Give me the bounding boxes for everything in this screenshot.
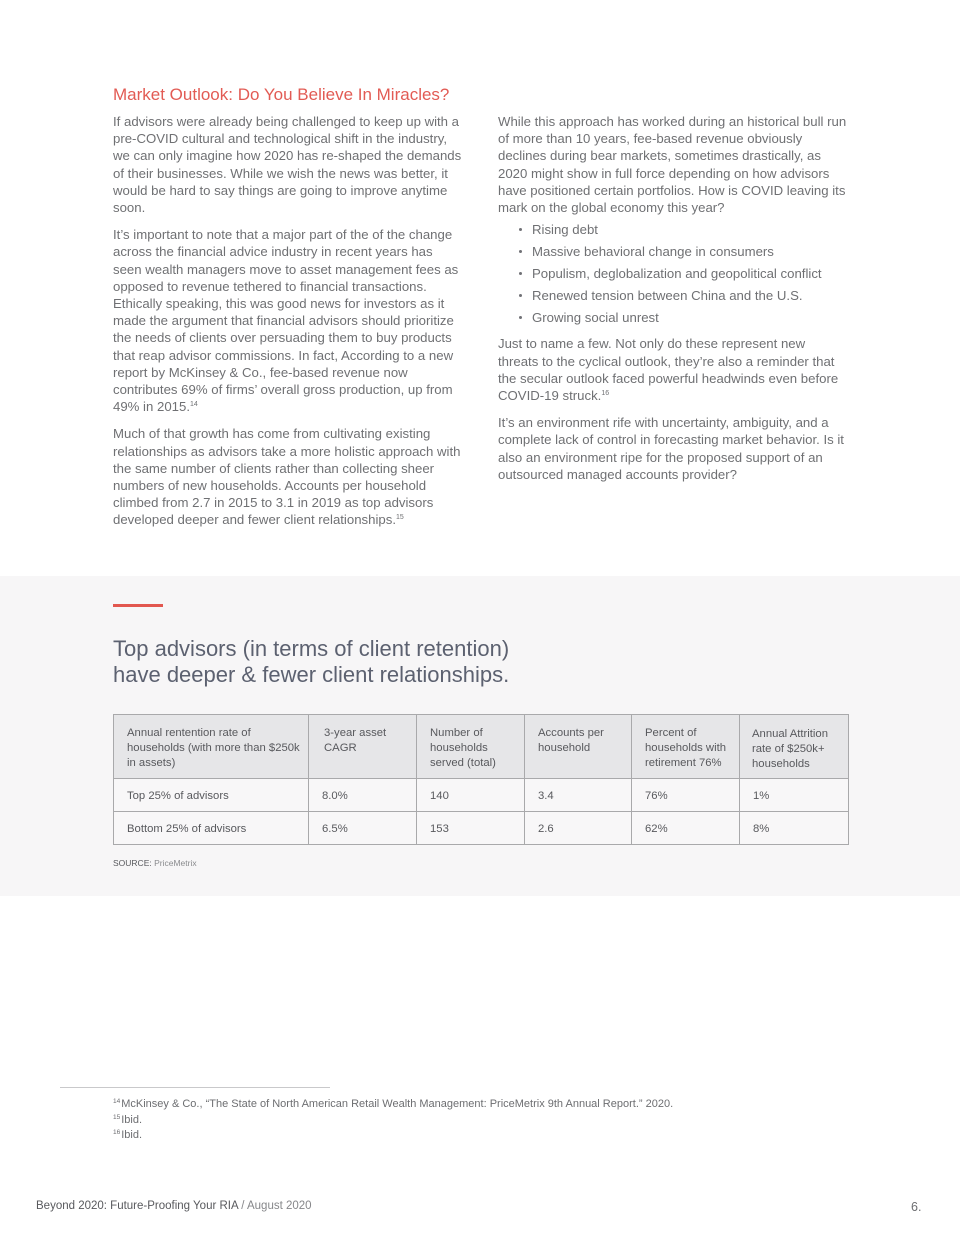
header-retention-rate: Annual rentention rate of households (with more than $250k in assets) xyxy=(114,715,309,779)
page-number: 6. xyxy=(911,1200,922,1214)
footnote-divider xyxy=(60,1087,330,1088)
header-accounts-per-household: Accounts per household xyxy=(525,715,632,779)
footnote-14: $^{14}$McKinsey & Co., “The State of North American Retail Wealth Management: PriceMetrix 9th Annual Report.” 2020. xyxy=(113,1098,674,1110)
paragraph-intro: If advisors were already being challenged to keep up with a pre-COVID cultural and technological shift in the industry, we can only imagine how 2020 has re-shaped the demands of their businesses. While we wish the news was better, it would be hard to say things are going to improve anytime soon. xyxy=(113,114,462,216)
paragraph-threats: Just to name a few. Not only do these represent new threats to the cyclical outlook, they’re also a reminder that the secular outlook faced powerful headwinds even before COVID-19 struck.$^{16}$ xyxy=(498,336,839,404)
cell-percent-retirement: 76% xyxy=(632,779,740,812)
bullet-icon xyxy=(519,250,522,253)
cell-asset-cagr: 8.0% xyxy=(309,779,417,812)
footnotes xyxy=(113,1097,673,1144)
header-asset-cagr: 3-year asset CAGR xyxy=(309,715,417,779)
paragraph-bull-run: While this approach has worked during an historical bull run of more than 10 years, fee-based revenue obviously declines during bear markets, sometimes drastically, as 2020 might show in full force depending on how advisors have positioned certain portfolios. How is COVID leaving its mark on the global economy this year? xyxy=(498,114,847,216)
document-title: Beyond 2020: Future-Proofing Your RIA xyxy=(36,1200,239,1212)
advisor-comparison-table xyxy=(113,714,849,845)
paragraph-growth: Much of that growth has come from cultivating existing relationships as advisors take a more holistic approach with the same number of clients rather than collecting sheer numbers of new households. Accounts per household climbed from 2.7 in 2015 to 3.1 in 2019 as top advisors developed deeper and fewer client relationships.$^{15}$ xyxy=(113,426,461,528)
footnote-16: $^{16}$Ibid. xyxy=(113,1129,143,1142)
list-item: Renewed tension between China and the U.S. xyxy=(519,287,848,304)
footnote-ref-14[interactable]: 14 xyxy=(190,401,198,409)
footnote-15: $^{15}$Ibid. xyxy=(113,1113,143,1126)
page-footer-title: Beyond 2020: Future-Proofing Your RIA / August 2020 xyxy=(36,1200,312,1212)
callout-title: Top advisors (in terms of client retention) have deeper & fewer client relationships. xyxy=(113,636,510,687)
right-column xyxy=(498,113,848,493)
bullet-icon xyxy=(519,316,522,319)
list-item: Rising debt xyxy=(519,221,848,238)
header-attrition-rate: Annual Attrition rate of $250k+ households xyxy=(740,715,849,779)
paragraph-environment: It’s an environment rife with uncertainty, ambiguity, and a complete lack of control in forecasting market behavior. Is it also an environment ripe for the proposed support of an outsourced managed accounts provider? xyxy=(498,415,844,482)
cell-group: Top 25% of advisors xyxy=(114,779,309,812)
bullet-icon xyxy=(519,272,522,275)
table-row xyxy=(114,812,849,845)
source-value: PriceMetrix xyxy=(154,858,197,868)
table-header-row xyxy=(114,715,849,779)
cell-asset-cagr: 6.5% xyxy=(309,812,417,845)
header-percent-retirement: Percent of households with retirement 76% xyxy=(632,715,740,779)
cell-attrition-rate: 8% xyxy=(740,812,849,845)
cell-households-served: 140 xyxy=(417,779,525,812)
document-date: August 2020 xyxy=(246,1200,312,1212)
footnote-ref-15[interactable]: 15 xyxy=(395,514,404,522)
list-item: Growing social unrest xyxy=(519,309,848,326)
cell-accounts-per-household: 3.4 xyxy=(525,779,632,812)
source-note xyxy=(113,858,197,868)
header-households-served: Number of households served (total) xyxy=(417,715,525,779)
cell-group: Bottom 25% of advisors xyxy=(114,812,309,845)
cell-attrition-rate: 1% xyxy=(740,779,849,812)
cell-percent-retirement: 62% xyxy=(632,812,740,845)
covid-impact-list xyxy=(498,221,848,326)
paragraph-fee-shift: It’s important to note that a major part of the of the change across the financial advice industry in recent years has seen wealth managers move to asset management fees as opposed to revenue tethered to financial transactions. Ethically speaking, this was good news for investors as it made the argument that financial advisors should prioritize the needs of clients over persuading them to buy products that reap advisor commissions. In fact, According to a new report by McKinsey & Co., fee-based revenue now contributes 69% of firms’ overall gross production, up from 49% in 2015.14 xyxy=(113,227,459,415)
section-heading: Market Outlook: Do You Believe In Miracles? xyxy=(113,85,450,104)
cell-accounts-per-household: 2.6 xyxy=(525,812,632,845)
list-item: Populism, deglobalization and geopolitical conflict xyxy=(519,265,848,282)
footnote-ref-16[interactable]: 16 xyxy=(601,390,610,398)
table-row xyxy=(114,779,849,812)
bullet-icon xyxy=(519,294,522,297)
cell-households-served: 153 xyxy=(417,812,525,845)
left-column xyxy=(113,84,463,539)
accent-bar xyxy=(113,604,163,607)
list-item: Massive behavioral change in consumers xyxy=(519,243,848,260)
source-label: SOURCE: xyxy=(113,858,152,868)
bullet-icon xyxy=(519,228,522,231)
